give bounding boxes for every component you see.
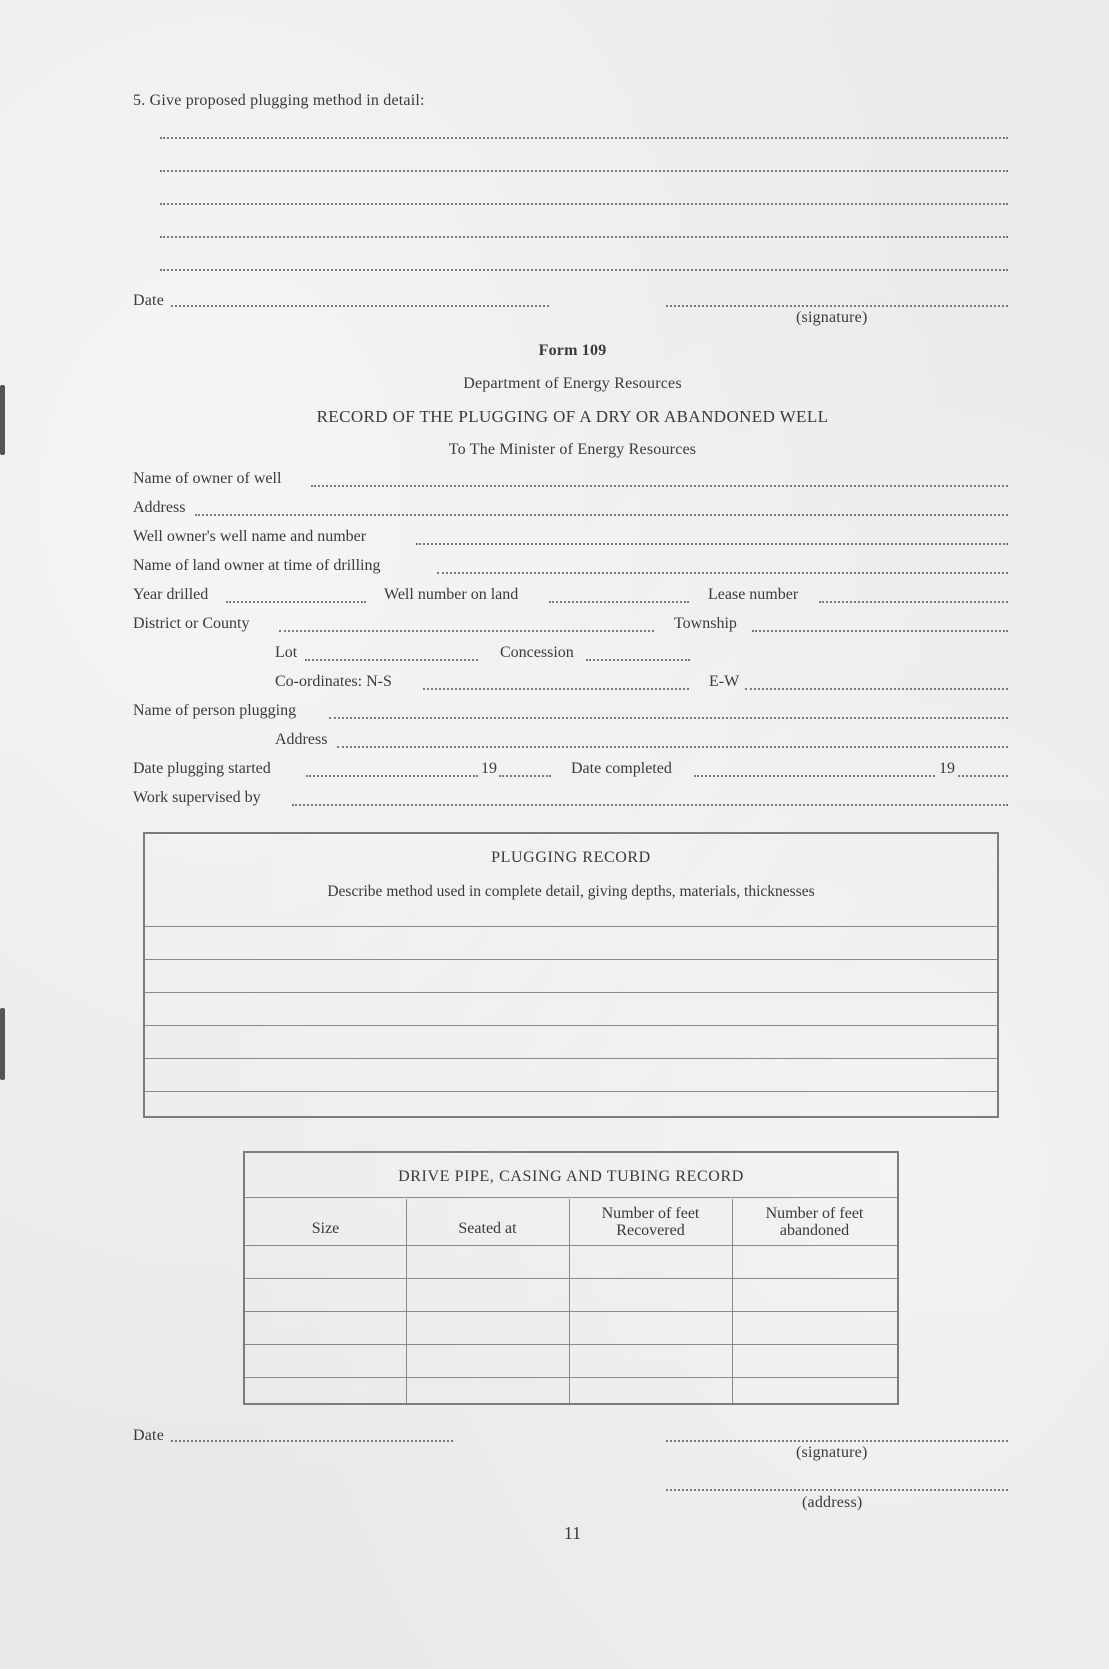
well-number-on-land-field[interactable] <box>549 601 689 603</box>
concession-field[interactable] <box>586 659 690 661</box>
form-title: RECORD OF THE PLUGGING OF A DRY OR ABANDONED WELL <box>316 407 829 426</box>
table-row-line-1[interactable] <box>245 1278 897 1279</box>
date-completed-field[interactable] <box>694 775 935 777</box>
column-header-seated-at: Seated at <box>458 1220 517 1237</box>
lease-number-field[interactable] <box>819 601 1008 603</box>
department-name: Department of Energy Resources <box>463 375 682 392</box>
well-name-number-field[interactable] <box>416 543 1008 545</box>
record-line-5[interactable] <box>145 1058 997 1059</box>
address-label: Address <box>133 499 186 516</box>
record-line-2[interactable] <box>145 959 997 960</box>
person-address-field[interactable] <box>337 746 1008 748</box>
signature-caption-top: (signature) <box>796 309 868 326</box>
page-number: 11 <box>563 1523 582 1543</box>
date-started-label: Date plugging started <box>133 760 271 777</box>
coordinates-ns-field[interactable] <box>423 688 689 690</box>
concession-label: Concession <box>500 644 574 661</box>
blank-line-3[interactable] <box>160 203 1008 205</box>
person-address-label: Address <box>275 731 328 748</box>
year-drilled-field[interactable] <box>226 601 366 603</box>
signature-caption-bottom: (signature) <box>796 1444 868 1461</box>
coordinates-ew-field[interactable] <box>745 688 1008 690</box>
plugging-record-title: PLUGGING RECORD <box>491 849 651 866</box>
date-started-field[interactable] <box>306 775 478 777</box>
date-completed-label: Date completed <box>571 760 672 777</box>
person-plugging-field[interactable] <box>329 717 1008 719</box>
date-label-bottom: Date <box>133 1427 165 1444</box>
township-label: Township <box>674 615 737 632</box>
record-line-3[interactable] <box>145 992 997 993</box>
plugging-record-instructions: Describe method used in complete detail, giving depths, materials, thicknesses <box>327 883 815 900</box>
column-header-feet-recovered <box>569 1205 732 1239</box>
column-header-feet-abandoned-line2: abandoned <box>779 1222 850 1239</box>
year-suffix-2-field[interactable] <box>958 775 1008 777</box>
binding-mark-bottom <box>0 1008 5 1080</box>
item5-label: 5. Give proposed plugging method in detail: <box>133 92 425 109</box>
blank-line-2[interactable] <box>160 170 1008 172</box>
year-prefix-1: 19 <box>481 760 497 777</box>
record-line-4[interactable] <box>145 1025 997 1026</box>
well-name-number-label: Well owner's well name and number <box>133 528 367 545</box>
year-prefix-2: 19 <box>939 760 955 777</box>
district-county-label: District or County <box>133 615 250 632</box>
address-caption-bottom: (address) <box>802 1494 863 1511</box>
district-county-field[interactable] <box>279 630 654 632</box>
blank-line-4[interactable] <box>160 236 1008 238</box>
coordinates-ew-label: E-W <box>709 673 740 690</box>
supervised-by-label: Work supervised by <box>133 789 261 806</box>
signature-field-top[interactable] <box>666 305 1008 307</box>
table-row-line-4[interactable] <box>245 1377 897 1378</box>
lot-field[interactable] <box>305 659 478 661</box>
column-header-feet-abandoned-line1: Number of feet <box>765 1205 864 1222</box>
table-title-divider <box>245 1197 897 1198</box>
lot-label: Lot <box>275 644 298 661</box>
date-field-top[interactable] <box>171 305 549 307</box>
blank-line-1[interactable] <box>160 137 1008 139</box>
supervised-by-field[interactable] <box>292 804 1008 806</box>
coordinates-ns-label: Co-ordinates: N-S <box>275 673 392 690</box>
table-row-line-2[interactable] <box>245 1311 897 1312</box>
signature-field-bottom[interactable] <box>666 1440 1008 1442</box>
date-field-bottom[interactable] <box>171 1440 453 1442</box>
address-field-bottom[interactable] <box>666 1489 1008 1491</box>
year-suffix-1-field[interactable] <box>499 775 551 777</box>
owner-name-field[interactable] <box>311 485 1008 487</box>
well-number-on-land-label: Well number on land <box>384 586 519 603</box>
table-header-divider <box>245 1245 897 1246</box>
blank-line-5[interactable] <box>160 269 1008 271</box>
column-header-feet-abandoned <box>732 1205 897 1239</box>
land-owner-field[interactable] <box>437 572 1008 574</box>
table-row-line-3[interactable] <box>245 1344 897 1345</box>
person-plugging-label: Name of person plugging <box>133 702 297 719</box>
address-field[interactable] <box>195 514 1008 516</box>
casing-record-table <box>243 1151 899 1405</box>
record-line-6[interactable] <box>145 1091 997 1092</box>
casing-record-title: DRIVE PIPE, CASING AND TUBING RECORD <box>398 1168 744 1185</box>
date-label-top: Date <box>133 292 165 309</box>
column-header-feet-recovered-line2: Recovered <box>616 1222 685 1239</box>
land-owner-label: Name of land owner at time of drilling <box>133 557 381 574</box>
year-drilled-label: Year drilled <box>133 586 209 603</box>
lease-number-label: Lease number <box>708 586 799 603</box>
record-line-1[interactable] <box>145 926 997 927</box>
column-header-feet-recovered-line1: Number of feet <box>601 1205 700 1222</box>
column-header-size: Size <box>311 1220 340 1237</box>
plugging-record-box <box>143 832 999 1118</box>
township-field[interactable] <box>752 630 1008 632</box>
owner-name-label: Name of owner of well <box>133 470 282 487</box>
addressee: To The Minister of Energy Resources <box>448 441 697 458</box>
form-number: Form 109 <box>538 342 607 359</box>
